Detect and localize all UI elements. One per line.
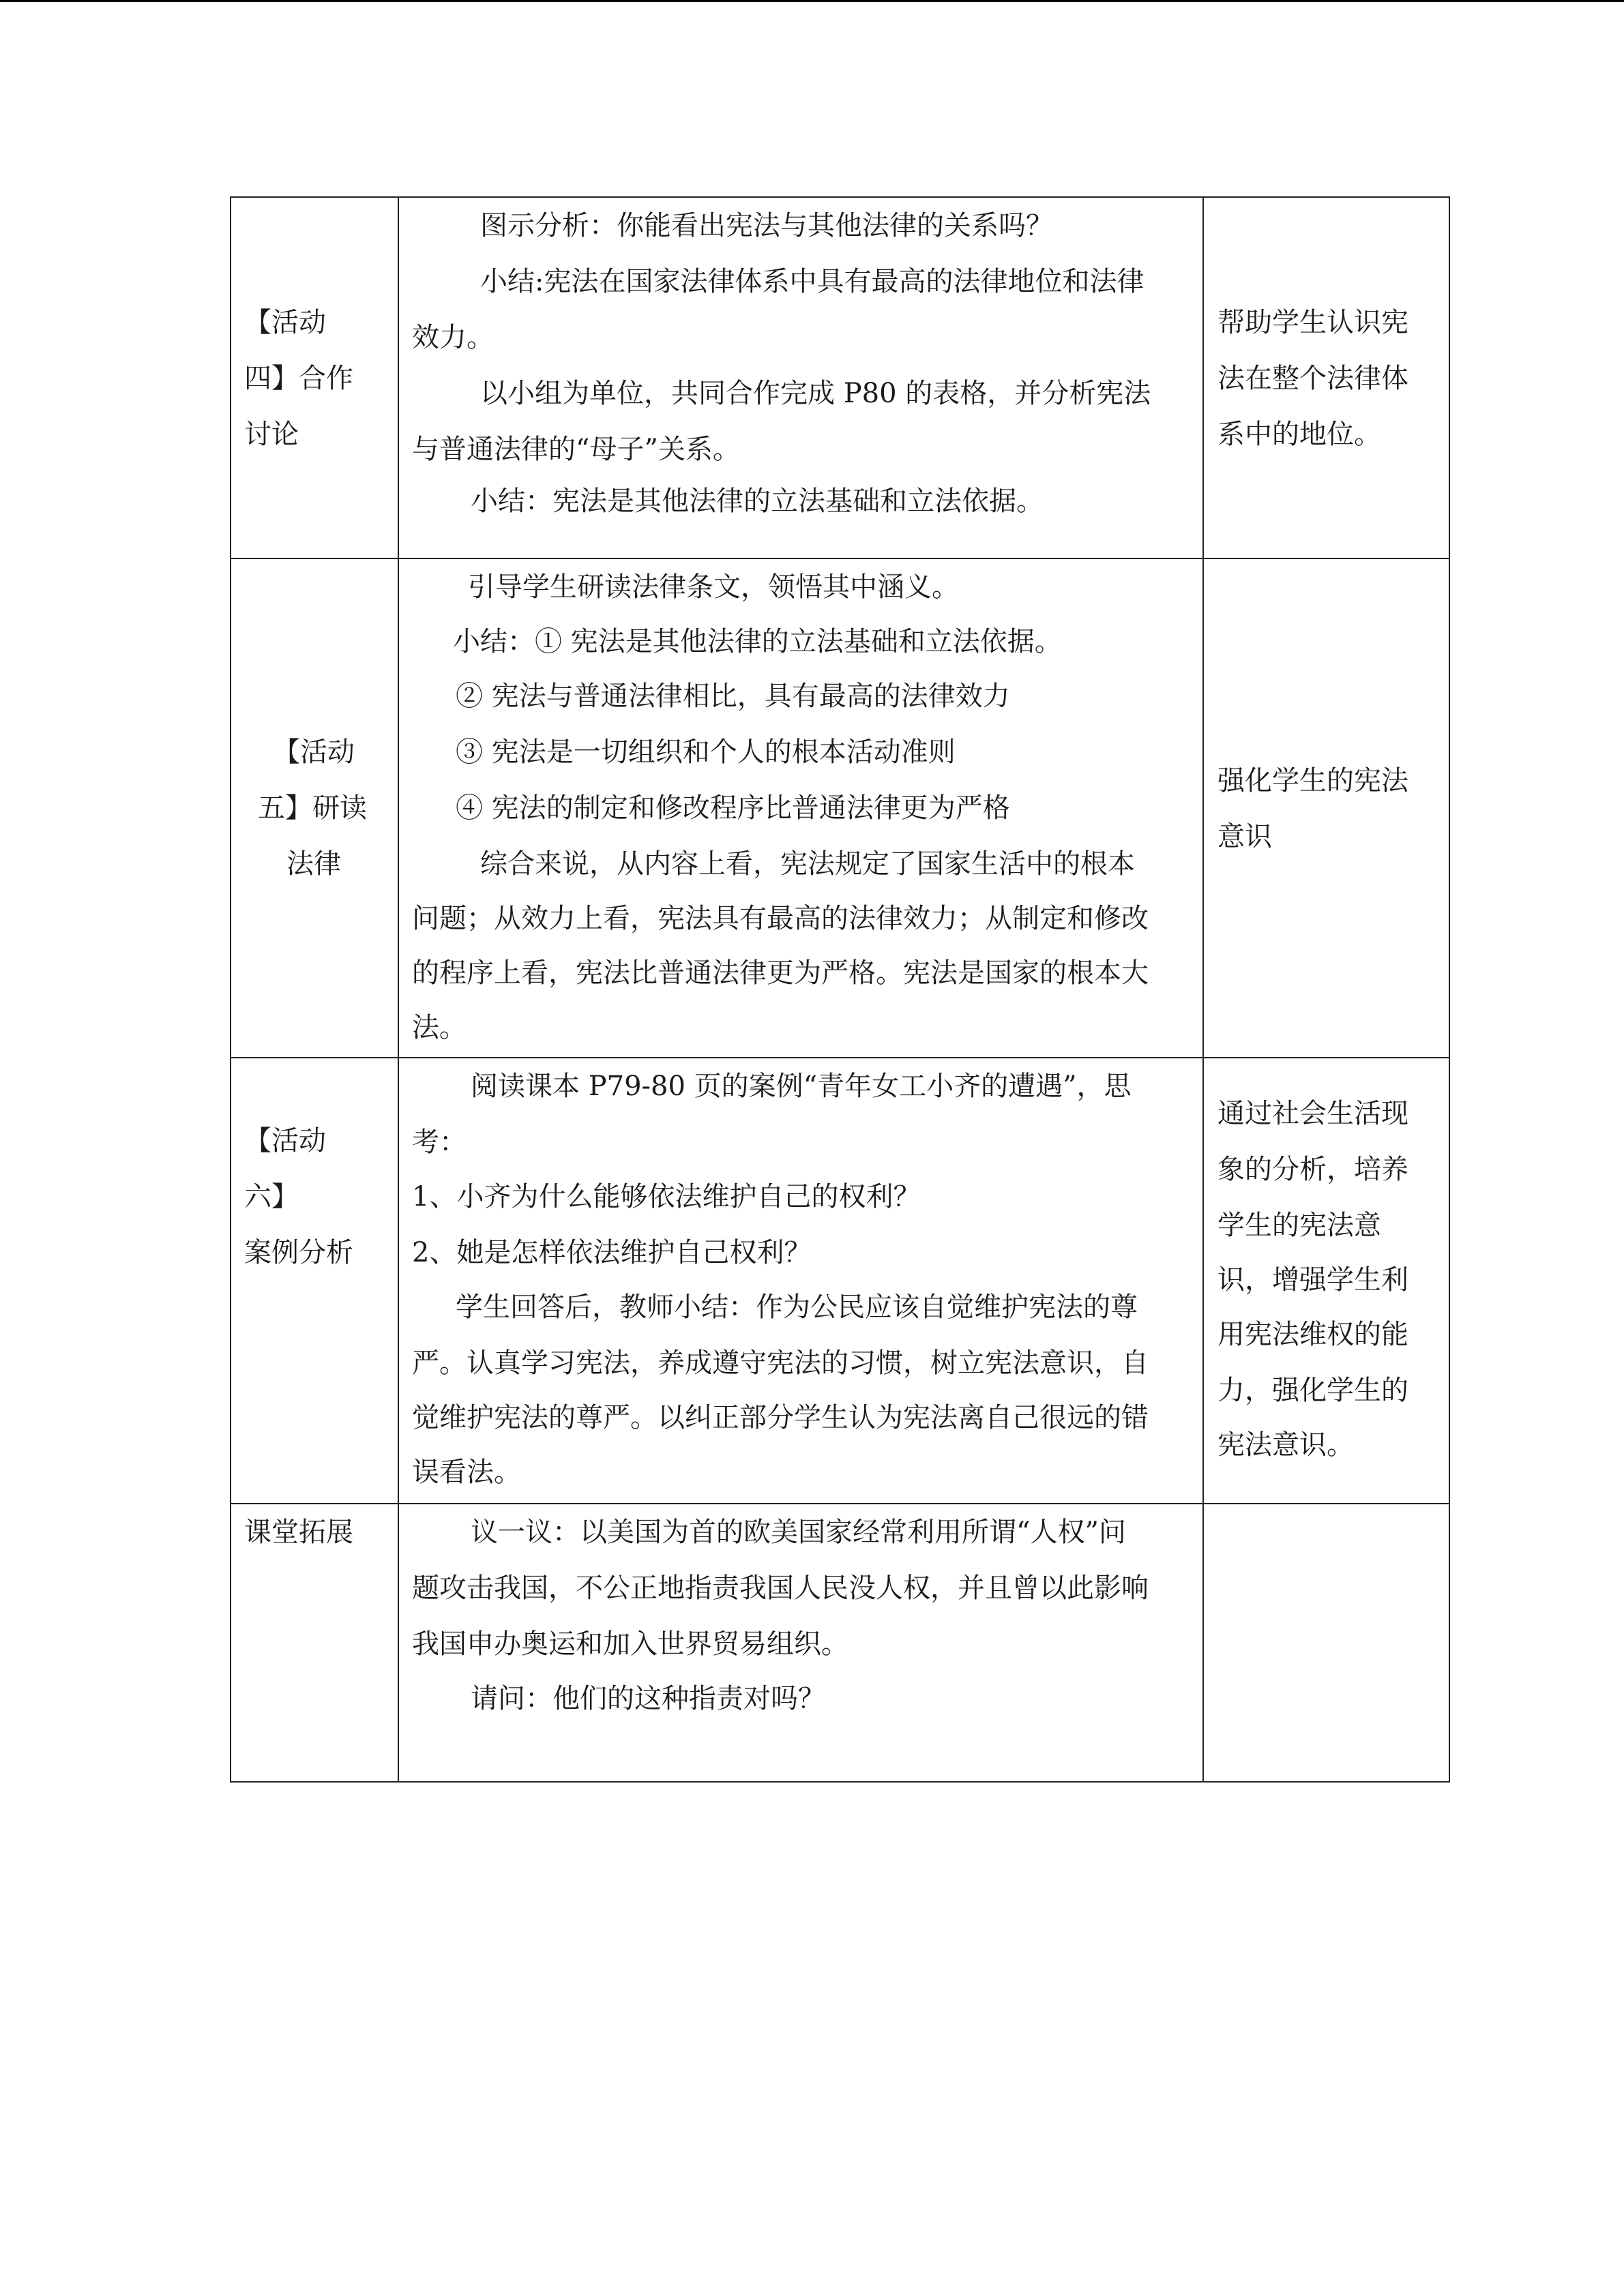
row-2-content-line-2: 小结：① 宪法是其他法律的立法基础和立法依据。: [453, 626, 1062, 657]
row-1-purpose-line-3: 系中的地位。: [1217, 419, 1381, 450]
row-2-purpose-line-2: 意识: [1217, 821, 1272, 852]
row-1-content-line-4: 以小组为单位，共同合作完成 P80 的表格，并分析宪法: [480, 378, 1151, 409]
row-3-content-line-7: 觉维护宪法的尊严。以纠正部分学生认为宪法离自己很远的错: [412, 1402, 1149, 1433]
row-3-purpose-line-1: 通过社会生活现: [1217, 1098, 1408, 1129]
row-3-label-line-2: 六】: [244, 1181, 299, 1212]
row-4-content-line-4: 请问：他们的这种指责对吗？: [471, 1683, 825, 1714]
row-2-content-line-5: ④ 宪法的制定和修改程序比普通法律更为严格: [456, 792, 1010, 824]
row-4-content-line-1: 议一议：以美国为首的欧美国家经常利用所谓“人权”问: [471, 1517, 1126, 1548]
row-3-label-line-3: 案例分析: [244, 1237, 353, 1268]
row-4-purpose-cell: [1202, 1503, 1450, 1783]
row-2-content-line-7: 问题；从效力上看，宪法具有最高的法律效力；从制定和修改: [412, 903, 1149, 934]
row-1-content-line-3: 效力。: [412, 322, 494, 353]
row-3-purpose-line-6: 力，强化学生的: [1217, 1375, 1408, 1406]
row-4-label-line-1: 课堂拓展: [244, 1517, 353, 1548]
row-2-label-line-3: 法律: [286, 848, 341, 880]
row-3-purpose-line-4: 识，增强学生利: [1217, 1264, 1408, 1296]
row-2-content-line-1: 引导学生研读法律条文，领悟其中涵义。: [468, 571, 959, 603]
row-1-purpose-line-2: 法在整个法律体: [1217, 363, 1408, 394]
row-3-purpose-line-5: 用宪法维权的能: [1217, 1319, 1408, 1350]
row-3-content-line-3: 1、小齐为什么能够依法维护自己的权利？: [412, 1181, 921, 1212]
row-2-label-line-1: 【活动: [273, 736, 355, 768]
row-2-content-line-4: ③ 宪法是一切组织和个人的根本活动准则: [456, 736, 956, 768]
row-2-content-line-6: 综合来说，从内容上看，宪法规定了国家生活中的根本: [480, 848, 1135, 880]
row-2-content-line-9: 法。: [412, 1012, 467, 1043]
row-3-content-line-1: 阅读课本 P79-80 页的案例“青年女工小齐的遭遇”，思: [471, 1071, 1132, 1102]
row-3-content-line-4: 2、她是怎样依法维护自己权利？: [412, 1237, 812, 1268]
row-3-content-line-2: 考：: [412, 1127, 467, 1158]
row-1-content-line-1: 图示分析：你能看出宪法与其他法律的关系吗？: [480, 210, 1053, 241]
row-3-purpose-line-2: 象的分析，培养: [1217, 1154, 1408, 1185]
row-1-content-line-5: 与普通法律的“母子”关系。: [412, 434, 740, 465]
row-3-content-line-8: 误看法。: [412, 1457, 521, 1488]
row-1-content-line-6: 小结：宪法是其他法律的立法基础和立法依据。: [471, 486, 1044, 517]
row-4-content-line-2: 题攻击我国，不公正地指责我国人民没人权，并且曾以此影响: [412, 1572, 1149, 1604]
row-2-purpose-line-1: 强化学生的宪法: [1217, 765, 1408, 796]
row-3-content-line-6: 严。认真学习宪法，养成遵守宪法的习惯，树立宪法意识，自: [412, 1347, 1149, 1379]
row-3-purpose-line-7: 宪法意识。: [1217, 1429, 1354, 1461]
row-2-label-line-2: 五】研读: [258, 792, 367, 824]
row-4-content-line-3: 我国申办奥运和加入世界贸易组织。: [412, 1628, 848, 1660]
row-1-content-line-2: 小结:宪法在国家法律体系中具有最高的法律地位和法律: [480, 266, 1145, 297]
row-1-label-line-3: 讨论: [244, 419, 299, 450]
row-2-content-line-8: 的程序上看，宪法比普通法律更为严格。宪法是国家的根本大: [412, 957, 1149, 989]
row-1-purpose-line-1: 帮助学生认识宪: [1217, 307, 1408, 338]
row-1-label-line-1: 【活动: [244, 307, 326, 338]
page-top-rule: [0, 0, 1624, 2]
row-1-label-line-2: 四】合作: [244, 363, 353, 394]
row-2-content-line-3: ② 宪法与普通法律相比，具有最高的法律效力: [456, 681, 1010, 712]
row-3-content-line-5: 学生回答后，教师小结：作为公民应该自觉维护宪法的尊: [456, 1292, 1138, 1323]
row-3-label-line-1: 【活动: [244, 1125, 326, 1157]
row-3-purpose-line-3: 学生的宪法意: [1217, 1210, 1381, 1241]
